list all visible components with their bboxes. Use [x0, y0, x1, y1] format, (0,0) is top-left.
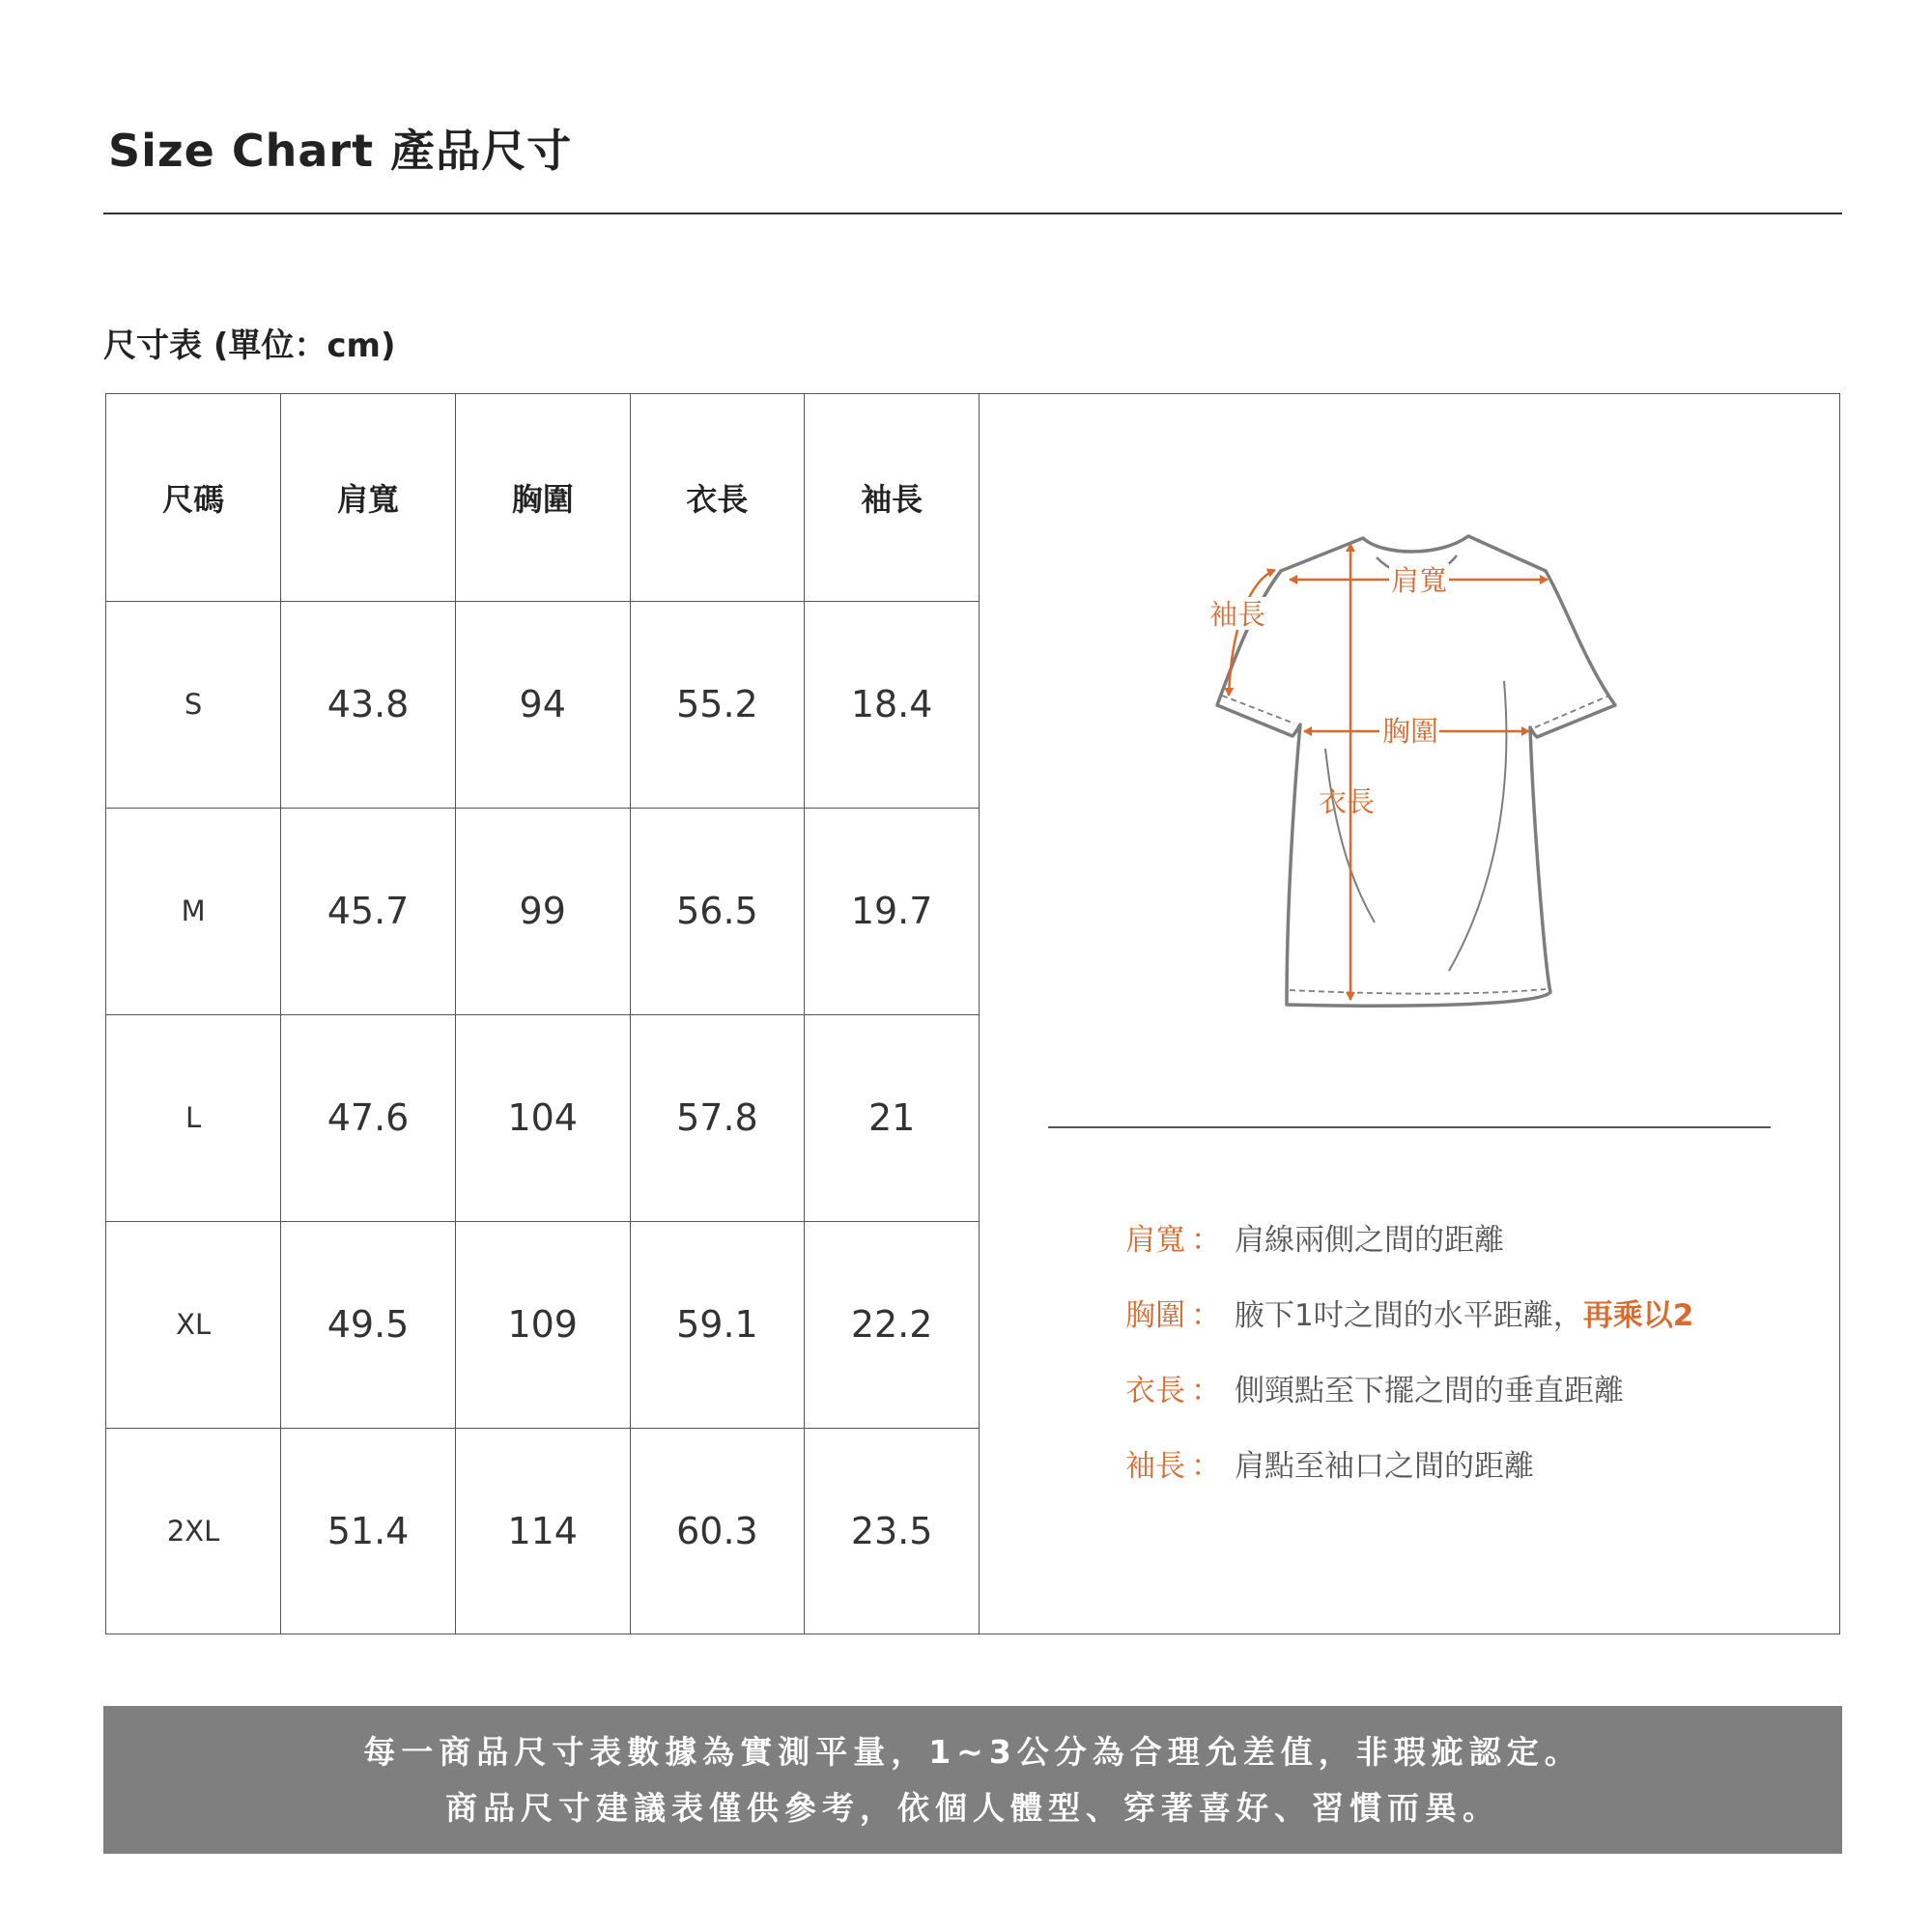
table-caption: 尺寸表 (單位：cm): [103, 327, 396, 365]
chest-cell: 109: [455, 1221, 630, 1428]
sleeve-cell: 19.7: [805, 808, 980, 1014]
legend-description: 肩點至袖口之間的距離: [1235, 1449, 1534, 1484]
shoulder-cell: 47.6: [281, 1014, 456, 1221]
table-row: [106, 1014, 980, 1221]
size-table: [106, 394, 980, 1634]
legend-separator: ：: [1191, 1449, 1221, 1484]
shoulder-cell: 51.4: [281, 1428, 456, 1634]
legend-description: 肩線兩側之間的距離: [1235, 1223, 1504, 1258]
size-cell: 2XL: [106, 1428, 281, 1634]
shoulder-cell: 49.5: [281, 1221, 456, 1428]
sleeve-cell: 23.5: [805, 1428, 980, 1634]
legend-item-sleeve: [1125, 1445, 1693, 1520]
page-title: Size Chart 產品尺寸: [108, 125, 573, 177]
disclaimer-line: 商品尺寸建議表僅供參考，依個人體型、穿著喜好、習慣而異。: [445, 1788, 1500, 1827]
size-cell: L: [106, 1014, 281, 1221]
length-label: 衣長: [1319, 785, 1376, 818]
table-row: [106, 808, 980, 1014]
header-sleeve: 袖長: [805, 394, 980, 601]
chest-label: 胸圍: [1382, 715, 1439, 748]
legend-item-chest: [1125, 1294, 1693, 1370]
disclaimer-line: 每一商品尺寸表數據為實測平量，1~3公分為合理允差值，非瑕疵認定。: [363, 1732, 1582, 1771]
legend-description: 側頸點至下擺之間的垂直距離: [1235, 1374, 1624, 1408]
diagram-divider: [1048, 1126, 1771, 1128]
legend-separator: ：: [1191, 1374, 1221, 1408]
legend-term: 肩寬: [1125, 1223, 1185, 1258]
table-row: [106, 1221, 980, 1428]
length-cell: 55.2: [630, 601, 805, 808]
sleeve-label: 袖長: [1209, 598, 1266, 631]
sleeve-cell: 18.4: [805, 601, 980, 808]
chest-cell: 99: [455, 808, 630, 1014]
sleeve-cell: 21: [805, 1014, 980, 1221]
sleeve-cell: 22.2: [805, 1221, 980, 1428]
length-cell: 57.8: [630, 1014, 805, 1221]
legend-term: 袖長: [1125, 1449, 1185, 1484]
length-cell: 60.3: [630, 1428, 805, 1634]
length-cell: 56.5: [630, 808, 805, 1014]
size-cell: M: [106, 808, 281, 1014]
title-divider: [103, 213, 1842, 214]
tshirt-outline-icon: [1217, 536, 1615, 1006]
shoulder-cell: 43.8: [281, 601, 456, 808]
table-row: [106, 601, 980, 808]
chest-cell: 114: [455, 1428, 630, 1634]
header-size: 尺碼: [106, 394, 281, 601]
length-cell: 59.1: [630, 1221, 805, 1428]
table-header-row: [106, 394, 980, 601]
legend-separator: ：: [1191, 1298, 1221, 1333]
size-cell: S: [106, 601, 281, 808]
header-shoulder: 肩寬: [281, 394, 456, 601]
shoulder-label: 肩寬: [1391, 564, 1448, 597]
chest-cell: 94: [455, 601, 630, 808]
legend-term: 胸圍: [1125, 1298, 1185, 1333]
measurement-legend: [1125, 1219, 1693, 1520]
legend-emphasis: 再乘以2: [1582, 1298, 1694, 1333]
tshirt-diagram: [1159, 517, 1642, 1038]
legend-item-shoulder: [1125, 1219, 1693, 1294]
size-cell: XL: [106, 1221, 281, 1428]
header-length: 衣長: [630, 394, 805, 601]
header-chest: 胸圍: [455, 394, 630, 601]
legend-separator: ：: [1191, 1223, 1221, 1258]
table-row: [106, 1428, 980, 1634]
legend-term: 衣長: [1125, 1374, 1185, 1408]
legend-item-length: [1125, 1370, 1693, 1445]
chest-cell: 104: [455, 1014, 630, 1221]
disclaimer-banner: [103, 1706, 1842, 1854]
shoulder-cell: 45.7: [281, 808, 456, 1014]
legend-description: 腋下1吋之間的水平距離，: [1235, 1298, 1583, 1333]
